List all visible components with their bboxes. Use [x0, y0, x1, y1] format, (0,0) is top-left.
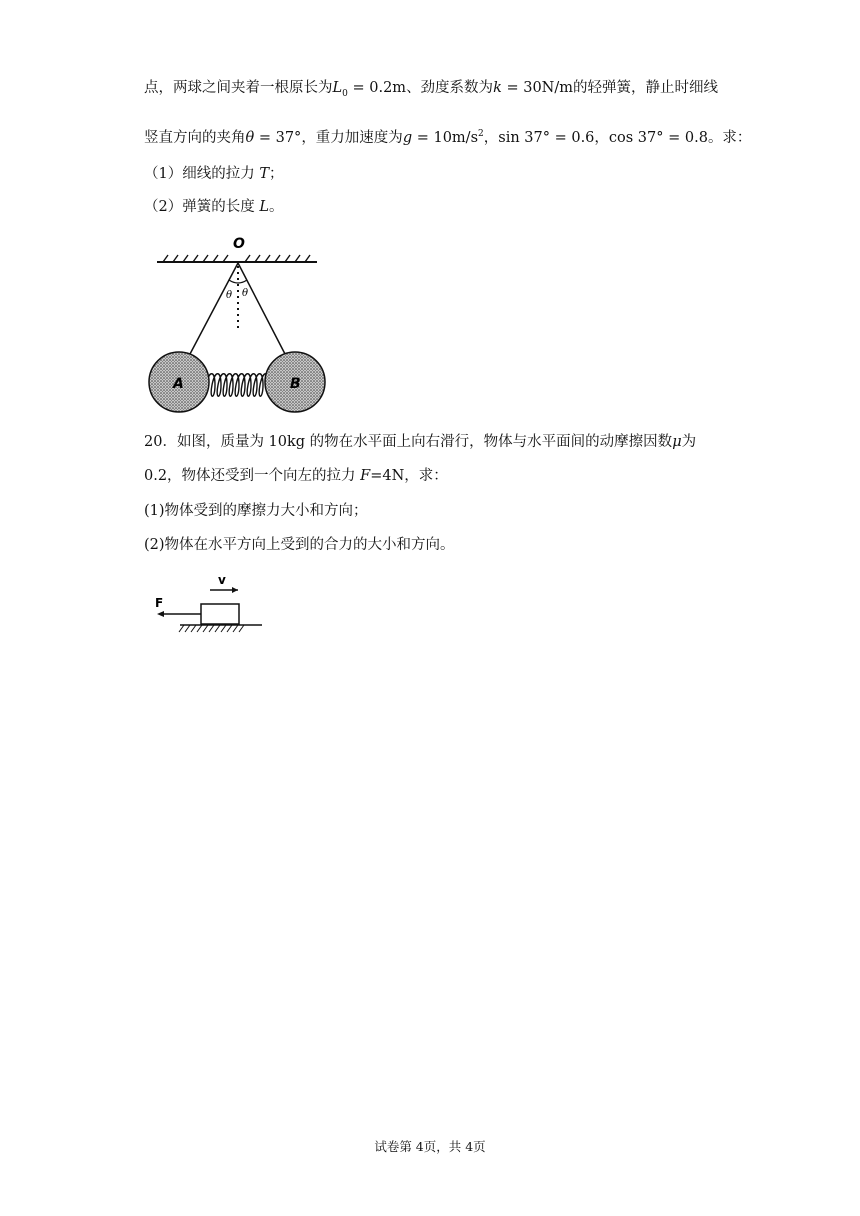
page-footer: 试卷第 4页，共 4页 — [374, 1139, 486, 1154]
q20-line-2 — [144, 466, 448, 486]
theta-value: = 37° — [254, 129, 302, 146]
theta-right-label: θ — [242, 288, 249, 299]
g-value: = 10m/s — [412, 129, 479, 146]
velocity-arrowhead — [232, 587, 238, 593]
L0-symbol: L — [332, 80, 343, 96]
k-value: = 30N/m — [501, 80, 573, 96]
text-fragment: 点，两球之间夹着一根原长为 — [144, 80, 333, 96]
spring — [206, 374, 269, 397]
mu-symbol: μ — [672, 434, 682, 450]
L0-value: = 0.2m — [347, 80, 407, 96]
item-prefix: （1）细线的拉力 — [144, 166, 260, 182]
pendulum-spring-figure — [145, 230, 335, 415]
theta-symbol: θ — [245, 129, 255, 146]
text-fragment: 、劲度系数为 — [406, 80, 494, 96]
q19-line-2 — [144, 124, 751, 148]
ball-a-label: A — [173, 376, 184, 392]
right-string — [238, 263, 285, 354]
velocity-label: v — [218, 573, 226, 587]
item-suffix: 。 — [268, 199, 284, 215]
ceiling-hatch — [163, 255, 310, 262]
block-figure — [148, 568, 268, 638]
text-fragment: 为 — [681, 434, 697, 450]
q19-line-1 — [144, 78, 718, 104]
q20-item-2: (2)物体在水平方向上受到的合力的大小和方向。 — [144, 537, 455, 553]
text-fragment: 竖直方向的夹角 — [144, 129, 246, 146]
force-arrowhead — [157, 611, 164, 617]
text-fragment: 0.2，物体还受到一个向左的拉力 — [144, 468, 361, 484]
block — [201, 604, 239, 624]
text-fragment: 的轻弹簧，静止时细线 — [573, 80, 718, 96]
q20-item-1: (1)物体受到的摩擦力大小和方向； — [144, 503, 368, 519]
text-fragment: ， — [483, 129, 499, 146]
q19-item-1 — [144, 164, 284, 184]
g-symbol: g — [402, 129, 413, 146]
ground-hatch — [179, 625, 244, 632]
text-fragment: ，重力加速度为 — [301, 129, 403, 146]
text-fragment: 。求： — [707, 129, 752, 146]
tension-variable: T — [259, 166, 270, 182]
text-fragment: =4N，求： — [370, 468, 448, 484]
text-fragment: ， — [594, 129, 609, 146]
k-symbol: k — [493, 80, 502, 96]
force-label: F — [155, 596, 164, 610]
ball-b-label: B — [290, 376, 301, 392]
left-string — [190, 263, 238, 354]
q20-line-1 — [144, 432, 696, 452]
L0-subscript: 0 — [342, 88, 348, 99]
g-superscript: 2 — [478, 129, 484, 139]
sin-value: sin 37° = 0.6 — [498, 129, 595, 146]
point-o-label: O — [233, 236, 245, 252]
length-variable: L — [259, 199, 269, 215]
theta-left-label: θ — [226, 290, 233, 301]
q19-item-2 — [144, 197, 283, 217]
item-suffix: ； — [269, 166, 284, 182]
force-symbol: F — [360, 468, 371, 484]
cos-value: cos 37° = 0.8 — [608, 129, 708, 146]
text-fragment: 20．如图，质量为 10kg 的物在水平面上向右滑行，物体与水平面间的动摩擦因数 — [144, 434, 673, 450]
angle-arc — [229, 280, 247, 283]
item-prefix: （2）弹簧的长度 — [144, 199, 260, 215]
